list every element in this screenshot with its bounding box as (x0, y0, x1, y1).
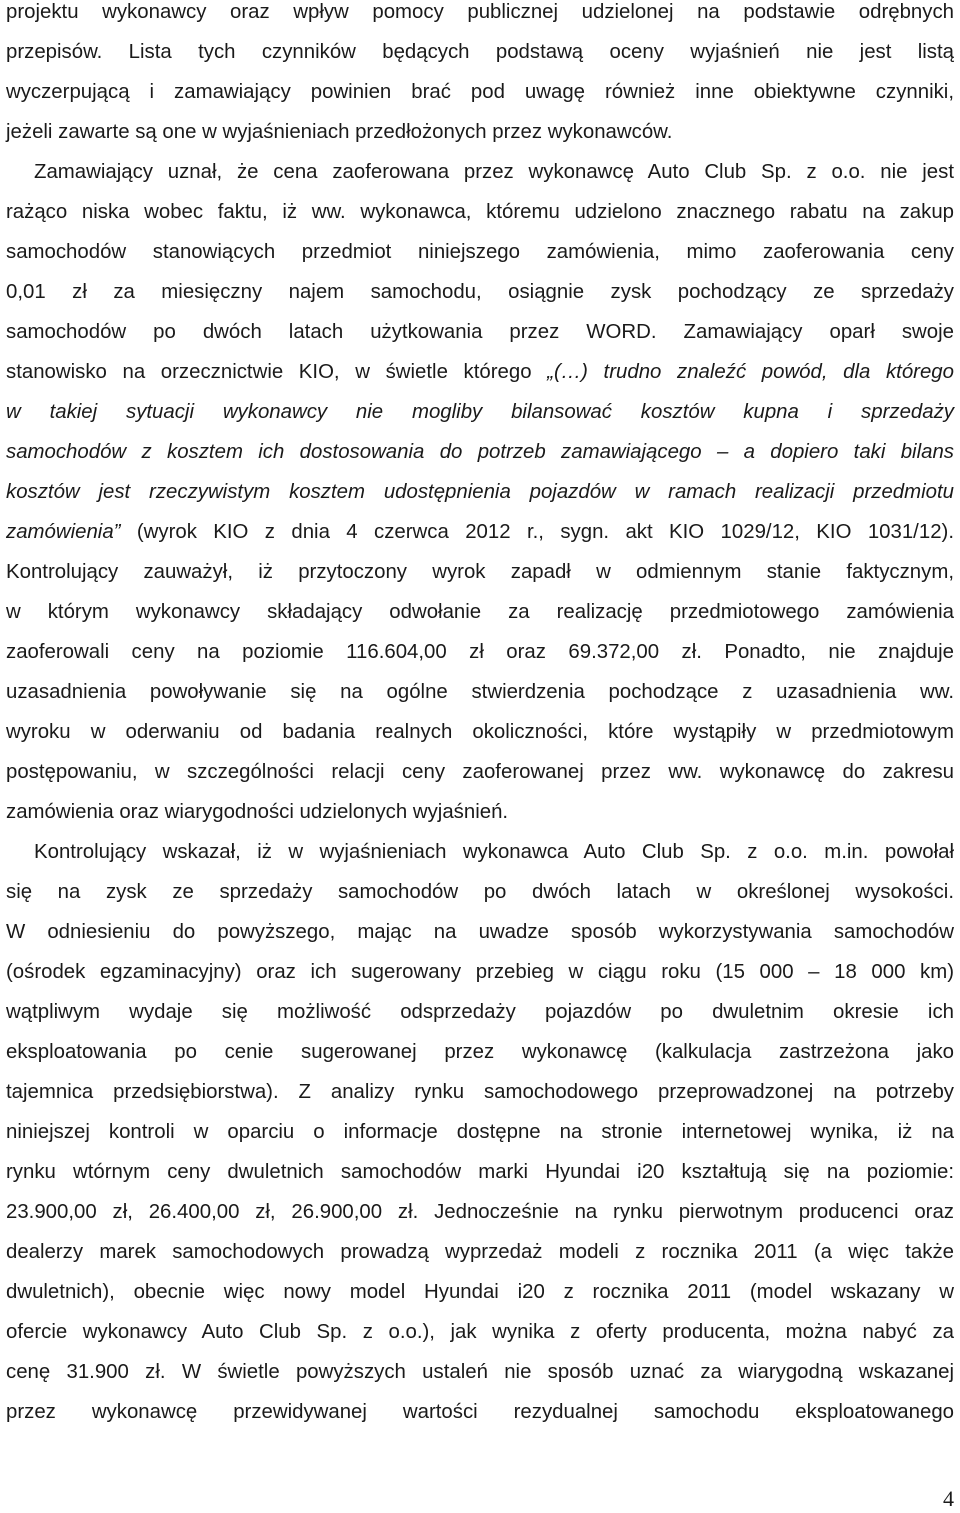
text-line: rynku wtórnym ceny dwuletnich samochodów marki Hyundai i20 kształtują się na poziomie: (6, 1161, 954, 1183)
text-line: przez wykonawcę przewidywanej wartości rezydualnej samochodu eksploatowanego (6, 1401, 954, 1423)
quote-line: kosztów jest rzeczywistym kosztem udostępnienia pojazdów w ramach realizacji przedmiotu (6, 481, 954, 503)
text-line: samochodów stanowiących przedmiot niniejszego zamówienia, mimo zaoferowania ceny (6, 241, 954, 263)
text-line: dealerzy marek samochodowych prowadzą wyprzedaż modeli z rocznika 2011 (a więc także (6, 1241, 954, 1263)
text-line: 23.900,00 zł, 26.400,00 zł, 26.900,00 zł. Jednocześnie na rynku pierwotnym producenci oraz (6, 1201, 954, 1223)
quote-line: samochodów z kosztem ich dostosowania do potrzeb zamawiającego – a dopiero taki bilans (6, 441, 954, 463)
text-line: wyczerpującą i zamawiający powinien brać pod uwagę również inne obiektywne czynniki, (6, 81, 954, 103)
text-line: uzasadnienia powoływanie się na ogólne stwierdzenia pochodzące z uzasadnienia ww. (6, 681, 954, 703)
text-line: 0,01 zł za miesięczny najem samochodu, osiągnie zysk pochodzący ze sprzedaży (6, 281, 954, 303)
text-line: zamówienia oraz wiarygodności udzielonych wyjaśnień. (6, 801, 509, 823)
text-line: projektu wykonawcy oraz wpływ pomocy publicznej udzielonej na podstawie odrębnych (6, 1, 954, 23)
text-line: Kontrolujący zauważył, iż przytoczony wyrok zapadł w odmiennym stanie faktycznym, (6, 561, 954, 583)
text-line: się na zysk ze sprzedaży samochodów po dwóch latach w określonej wysokości. (6, 881, 954, 903)
text-line: ofercie wykonawcy Auto Club Sp. z o.o.), jak wynika z oferty producenta, można nabyć za (6, 1321, 954, 1343)
text-line: W odniesieniu do powyższego, mając na uwadze sposób wykorzystywania samochodów (6, 921, 954, 943)
text-line: stanowisko na orzecznictwie KIO, w świetle którego „(…) trudno znaleźć powód, dla którego (6, 361, 954, 383)
text-line: przepisów. Lista tych czynników będących podstawą oceny wyjaśnień nie jest listą (6, 41, 954, 63)
text-line: wyroku w oderwaniu od badania realnych okoliczności, które wystąpiły w przedmiotowym (6, 721, 954, 743)
text-line: Zamawiający uznał, że cena zaoferowana przez wykonawcę Auto Club Sp. z o.o. nie jest (34, 161, 954, 183)
text-line: dwuletnich), obecnie więc nowy model Hyundai i20 z rocznika 2011 (model wskazany w (6, 1281, 954, 1303)
text-line: rażąco niska wobec faktu, iż ww. wykonawca, któremu udzielono znacznego rabatu na zakup (6, 201, 954, 223)
text-line: eksploatowania po cenie sugerowanej przez wykonawcę (kalkulacja zastrzeżona jako (6, 1041, 954, 1063)
text-line: postępowaniu, w szczególności relacji ceny zaoferowanej przez ww. wykonawcę do zakresu (6, 761, 954, 783)
text-line: samochodów po dwóch latach użytkowania przez WORD. Zamawiający oparł swoje (6, 321, 954, 343)
text-line: tajemnica przedsiębiorstwa). Z analizy rynku samochodowego przeprowadzonej na potrzeby (6, 1081, 954, 1103)
text-line: jeżeli zawarte są one w wyjaśnieniach przedłożonych przez wykonawców. (6, 121, 673, 143)
quote-line: w takiej sytuacji wykonawcy nie mogliby bilansować kosztów kupna i sprzedaży (6, 401, 954, 423)
page-number: 4 (943, 1486, 954, 1511)
text-line: zaoferowali ceny na poziomie 116.604,00 zł oraz 69.372,00 zł. Ponadto, nie znajduje (6, 641, 954, 663)
text-line: niniejszej kontroli w oparciu o informacje dostępne na stronie internetowej wynika, iż na (6, 1121, 954, 1143)
text-line: (ośrodek egzaminacyjny) oraz ich sugerowany przebieg w ciągu roku (15 000 – 18 000 km) (6, 961, 954, 983)
text-line: cenę 31.900 zł. W świetle powyższych ustaleń nie sposób uznać za wiarygodną wskazanej (6, 1361, 954, 1383)
text-line: wątpliwym wydaje się możliwość odsprzedaży pojazdów po dwuletnim okresie ich (6, 1001, 954, 1023)
text-line: w którym wykonawcy składający odwołanie za realizację przedmiotowego zamówienia (6, 601, 954, 623)
text-line: zamówienia” (wyrok KIO z dnia 4 czerwca 2012 r., sygn. akt KIO 1029/12, KIO 1031/12). (6, 521, 954, 543)
text-line: Kontrolujący wskazał, iż w wyjaśnieniach wykonawca Auto Club Sp. z o.o. m.in. powołał (34, 841, 954, 863)
